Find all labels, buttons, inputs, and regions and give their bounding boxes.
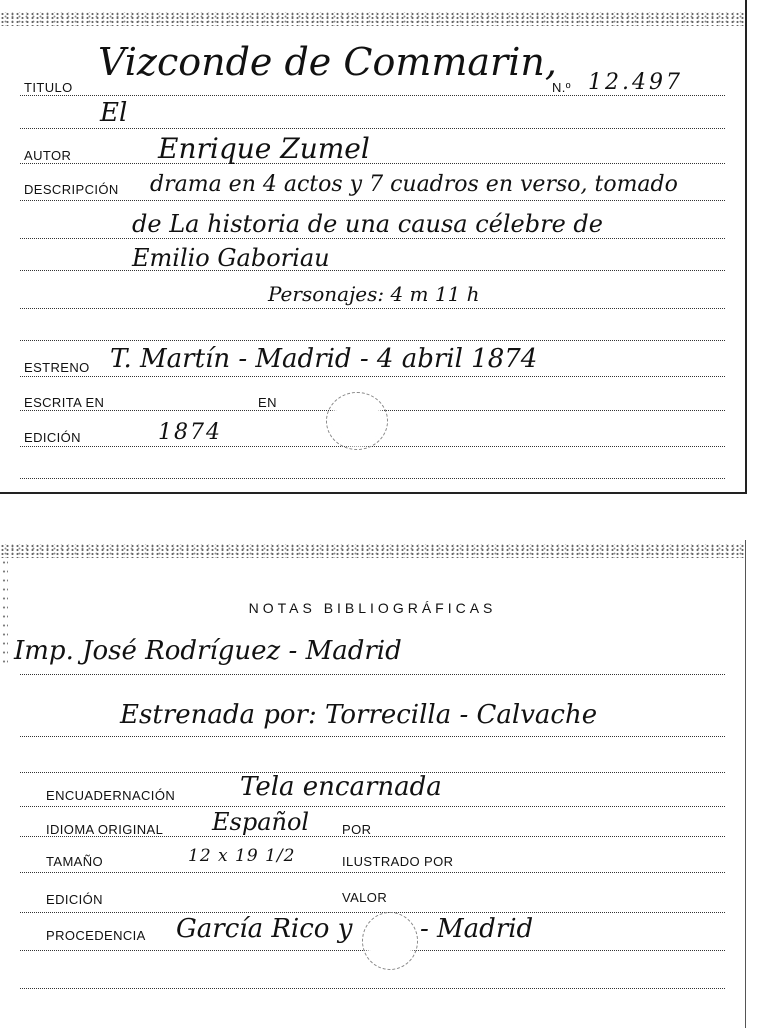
autor-value: Enrique Zumel xyxy=(158,132,370,165)
rule-line xyxy=(20,912,725,913)
titulo-value: Vizconde de Commarin, xyxy=(98,40,557,84)
en-label: EN xyxy=(258,395,277,410)
edicion-label: EDICIÓN xyxy=(46,892,103,907)
rule-line xyxy=(20,200,725,201)
procedencia-label: PROCEDENCIA xyxy=(46,928,146,943)
valor-label: VALOR xyxy=(342,890,388,905)
estreno-value: T. Martín - Madrid - 4 abril 1874 xyxy=(110,344,538,374)
personajes-value: Personajes: 4 m 11 h xyxy=(268,282,480,306)
procedencia-value-2: - Madrid xyxy=(420,914,534,944)
escrita-en-label: ESCRITA EN xyxy=(24,395,105,410)
rule-line xyxy=(20,340,725,341)
notes-line-1: Imp. José Rodríguez - Madrid xyxy=(14,636,402,666)
numero-label: N.º xyxy=(552,80,571,95)
descripcion-label: DESCRIPCIÓN xyxy=(24,182,119,197)
encuadernacion-value: Tela encarnada xyxy=(240,772,442,802)
idioma-original-label: IDIOMA ORIGINAL xyxy=(46,822,164,837)
procedencia-value-1: García Rico y xyxy=(176,914,353,944)
rule-line xyxy=(20,806,725,807)
rule-line xyxy=(20,308,725,309)
rule-line xyxy=(20,674,725,675)
ink-blot-mark xyxy=(362,912,418,970)
catalog-card-back xyxy=(0,540,746,1028)
rule-line xyxy=(20,238,725,239)
rule-line xyxy=(20,446,725,447)
titulo-prefix-value: El xyxy=(100,98,128,128)
edicion-label: EDICIÓN xyxy=(24,430,81,445)
perforated-top-edge xyxy=(0,544,745,558)
perforated-top-edge xyxy=(0,12,745,26)
autor-label: AUTOR xyxy=(24,148,72,163)
rule-line xyxy=(20,736,725,737)
numero-value: 12.497 xyxy=(588,70,683,95)
rule-line xyxy=(20,163,725,164)
tamano-value: 12 x 19 1/2 xyxy=(188,846,296,866)
catalog-card-front xyxy=(0,0,747,494)
rule-line xyxy=(20,478,725,479)
rule-line xyxy=(20,270,725,271)
notas-bibliograficas-heading: NOTAS BIBLIOGRÁFICAS xyxy=(248,600,497,616)
descripcion-line-3: Emilio Gaboriau xyxy=(132,244,330,272)
rule-line xyxy=(20,376,725,377)
descripcion-line-2: de La historia de una causa célebre de xyxy=(132,210,603,238)
ink-blot-mark xyxy=(326,392,388,450)
tamano-label: TAMAÑO xyxy=(46,854,104,869)
rule-line xyxy=(20,872,725,873)
rule-line xyxy=(20,128,725,129)
edicion-value: 1874 xyxy=(158,420,222,445)
rule-line xyxy=(20,988,725,989)
ilustrado-por-label: ILUSTRADO POR xyxy=(342,854,454,869)
notes-line-2: Estrenada por: Torrecilla - Calvache xyxy=(120,700,598,730)
por-label: POR xyxy=(342,822,372,837)
rule-line xyxy=(20,95,725,96)
descripcion-line-1: drama en 4 actos y 7 cuadros en verso, tomado xyxy=(150,172,678,197)
titulo-label: TITULO xyxy=(24,80,73,95)
encuadernacion-label: ENCUADERNACIÓN xyxy=(46,788,176,803)
estreno-label: ESTRENO xyxy=(24,360,90,375)
idioma-original-value: Español xyxy=(212,808,310,836)
